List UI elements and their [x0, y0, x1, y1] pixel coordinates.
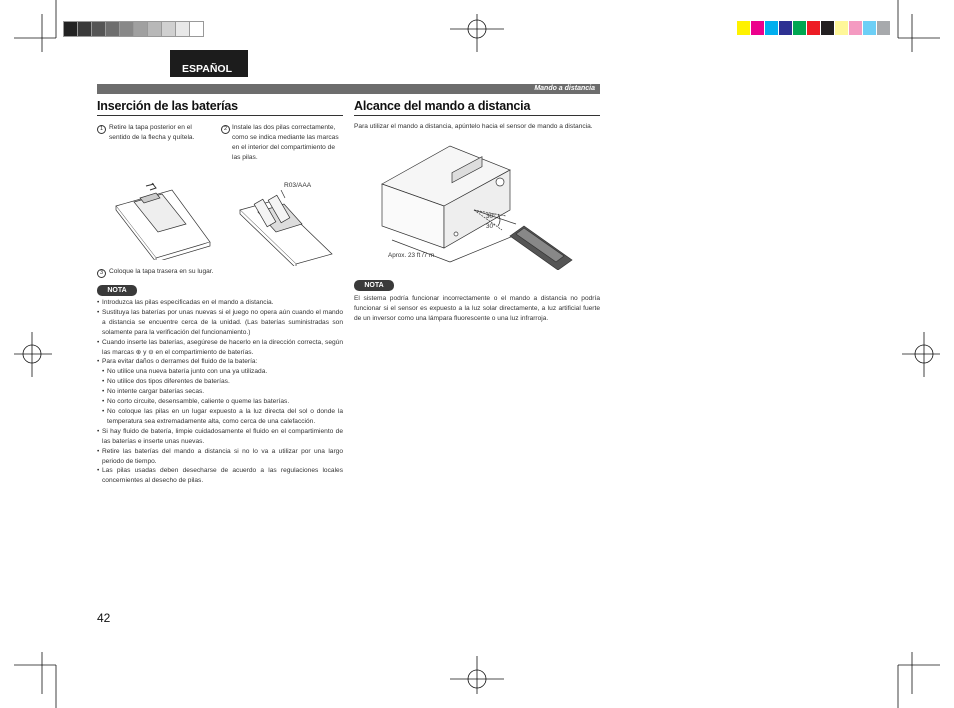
- color-swatch: [737, 21, 750, 35]
- grayscale-swatch: [175, 21, 190, 37]
- note-item: • Cuando inserte las baterías, asegúrese de hacerlo en la dirección correcta, según las marcas ⊕ y ⊖ en el compartimiento de baterías.: [97, 338, 343, 358]
- note-subitem: • No intente cargar baterías secas.: [97, 387, 343, 397]
- distance-label: Aprox. 23 ft /7 m: [388, 252, 435, 259]
- step2-number: 2: [221, 125, 230, 134]
- color-swatch: [863, 21, 876, 35]
- page-number: 42: [97, 611, 111, 625]
- color-swatch: [877, 21, 890, 35]
- right-section-title: Alcance del mando a distancia: [354, 99, 600, 116]
- right-nota-badge: NOTA: [354, 280, 394, 291]
- note-subitem: • No utilice dos tipos diferentes de baterías.: [97, 377, 343, 387]
- grayscale-swatch: [77, 21, 92, 37]
- grayscale-swatch: [105, 21, 120, 37]
- grayscale-swatch: [133, 21, 148, 37]
- color-swatch: [751, 21, 764, 35]
- color-swatch: [779, 21, 792, 35]
- color-swatch: [849, 21, 862, 35]
- color-swatch: [765, 21, 778, 35]
- step2-text: Instale las dos pilas correctamente, como se indica mediante las marcas en el interior del compartimiento de las pilas.: [232, 124, 339, 161]
- step1-number: 1: [97, 125, 106, 134]
- step1-text: Retire la tapa posterior en el sentido de la flecha y quítela.: [109, 124, 195, 141]
- color-swatch: [793, 21, 806, 35]
- grayscale-swatch: [161, 21, 176, 37]
- step3-number: 3: [97, 269, 106, 278]
- note-item: • Sustituya las baterías por unas nuevas si el juego no opera aún cuando el mando a distancia se encuentre cerca de la unidad. (Las baterías suministradas son solamente para la verificación del funcionamiento.): [97, 308, 343, 338]
- color-swatch: [807, 21, 820, 35]
- grayscale-swatch: [91, 21, 106, 37]
- color-swatch: [835, 21, 848, 35]
- range-intro-text: Para utilizar el mando a distancia, apúntelo hacia el sensor de mando a distancia.: [354, 123, 593, 130]
- note-item: • Retire las baterías del mando a distancia si no lo va a utilizar por una largo periodo de tiempo.: [97, 447, 343, 467]
- note-subitem: • No corto circuite, desensamble, caliente o queme las baterías.: [97, 397, 343, 407]
- note-item: • Si hay fluido de batería, limpie cuidadosamente el fluido en el compartimiento de las baterías e inserte unas nuevas.: [97, 427, 343, 447]
- color-swatch: [821, 21, 834, 35]
- angle-top-label: 30°: [486, 213, 496, 220]
- grayscale-swatch: [63, 21, 78, 37]
- note-item: • Para evitar daños o derrames del fluido de la batería:: [97, 357, 343, 367]
- grayscale-swatch: [119, 21, 134, 37]
- angle-bottom-label: 30°: [486, 223, 496, 230]
- note-item: • Introduzca las pilas especificadas en el mando a distancia.: [97, 298, 343, 308]
- section-header-bar: [97, 84, 600, 94]
- battery-type-label: R03/AAA: [284, 182, 312, 189]
- battery-notes-list: [97, 298, 343, 486]
- grayscale-swatch: [189, 21, 204, 37]
- step3-text: Coloque la tapa trasera en su lugar.: [109, 268, 214, 275]
- battery-insertion-illustration: [236, 190, 336, 266]
- section-label: Mando a distancia: [534, 85, 595, 92]
- note-item: • Las pilas usadas deben desecharse de acuerdo a las regulaciones locales concernientes al desecho de pilas.: [97, 466, 343, 486]
- note-subitem: • No utilice una nueva batería junto con una ya utilizada.: [97, 367, 343, 377]
- language-tab: ESPAÑOL: [170, 50, 248, 77]
- note-subitem: • No coloque las pilas en un lugar expuesto a la luz directa del sol o donde la temperatura sea extremadamente alta, como cerca de una calefacción.: [97, 407, 343, 427]
- left-nota-badge: NOTA: [97, 285, 137, 296]
- right-nota-text: El sistema podría funcionar incorrectamente o el mando a distancia no podría funcionar si el sensor es expuesto a la luz solar directamente, a luz artificial fuerte de un inversor como una lámpara fluorescente o una luz infrarroja.: [354, 295, 600, 322]
- remote-cover-removal-illustration: [112, 180, 212, 260]
- left-section-title: Inserción de las baterías: [97, 99, 343, 116]
- grayscale-swatch: [147, 21, 162, 37]
